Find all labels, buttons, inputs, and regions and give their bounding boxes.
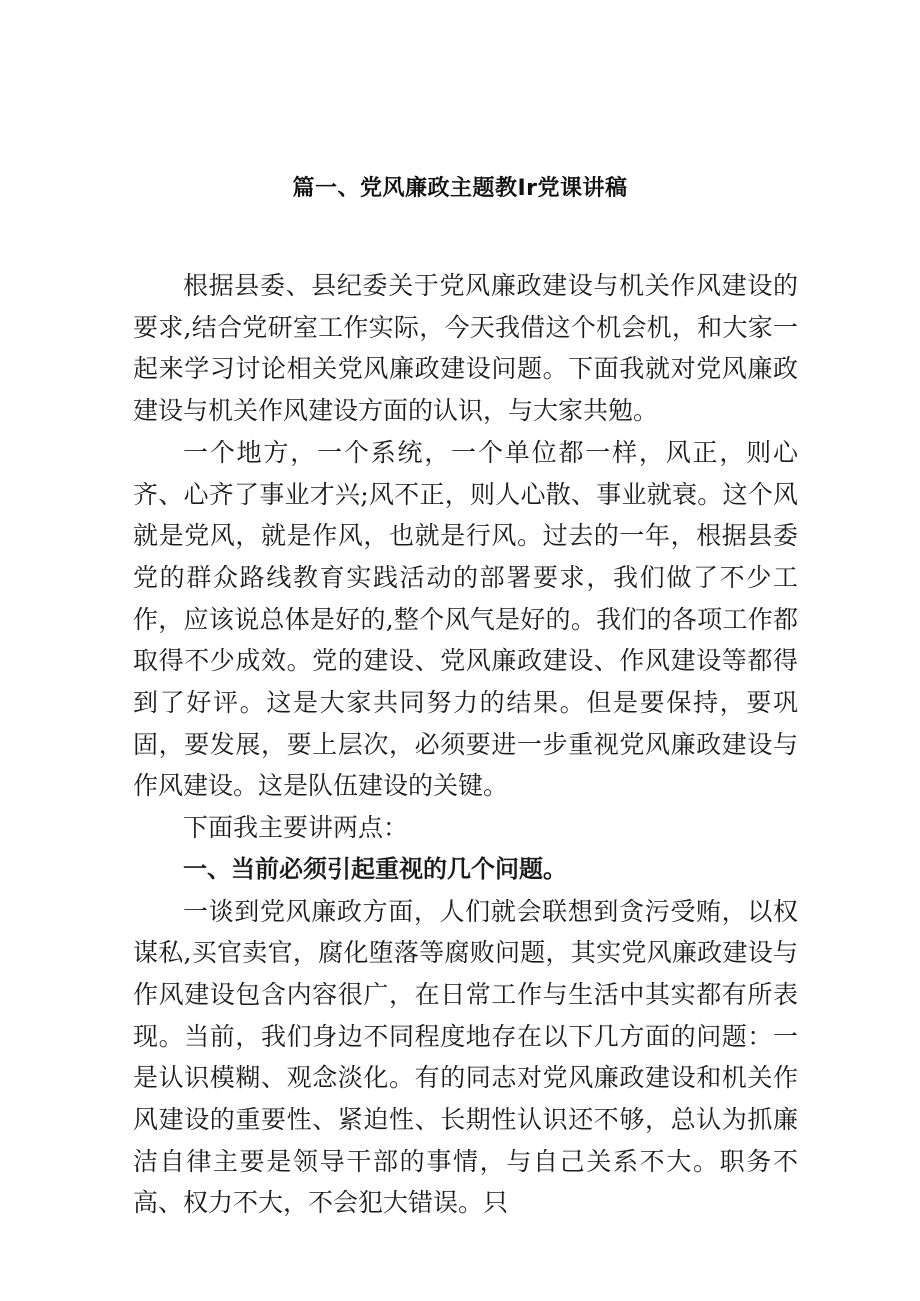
paragraph-outline: 下面我主要讲两点：: [183, 813, 409, 843]
paragraph-style: 一个地方，一个系统，一个单位都一样，风正，则心齐、心齐了事业才兴;风不正，则人心散、事业就衰。这个风就是党风，就是作风，也就是行风。过去的一年，根据县委党的群众路线教育实践活动的部署要求，我们做了不少工作，应该说总体是好的,整个风气是好的。我们的各项工作都取得不少成效。党的建设、党风廉政建设、作风建设等都得到了好评。这是大家共同努力的结果。但是要保持，要巩固，要发展，要上层次，必须要进一步重视党风廉政建设与作风建设。这是队伍建设的关键。: [133, 437, 798, 801]
document-title: 篇一、党风廉政主题教Ir党课讲稿: [292, 176, 628, 201]
paragraph-intro: 根据县委、县纪委关于党风廉政建设与机关作风建设的要求,结合党研室工作实际，今天我借这个机会机，和大家一起来学习讨论相关党风廉政建设问题。下面我就对党风廉政建设与机关作风建设方面的认识，与大家共勉。: [133, 271, 798, 426]
document-body: [133, 265, 798, 1224]
paragraph-issues: 一谈到党风廉政方面，人们就会联想到贪污受贿，以权谋私,买官卖官，腐化堕落等腐败问题，其实党风廉政建设与作风建设包含内容很广，在日常工作与生活中其实都有所表现。当前，我们身边不同程度地存在以下几方面的问题：一是认识模糊、观念淡化。有的同志对党风廉政建设和机关作风建设的重要性、紧迫性、长期性认识还不够，总认为抓廉洁自律主要是领导干部的事情，与自己关系不大。职务不高、权力不大，不会犯大错误。只: [133, 896, 798, 1218]
section-heading: 一、当前必须引起重视的几个问题。: [183, 854, 567, 883]
